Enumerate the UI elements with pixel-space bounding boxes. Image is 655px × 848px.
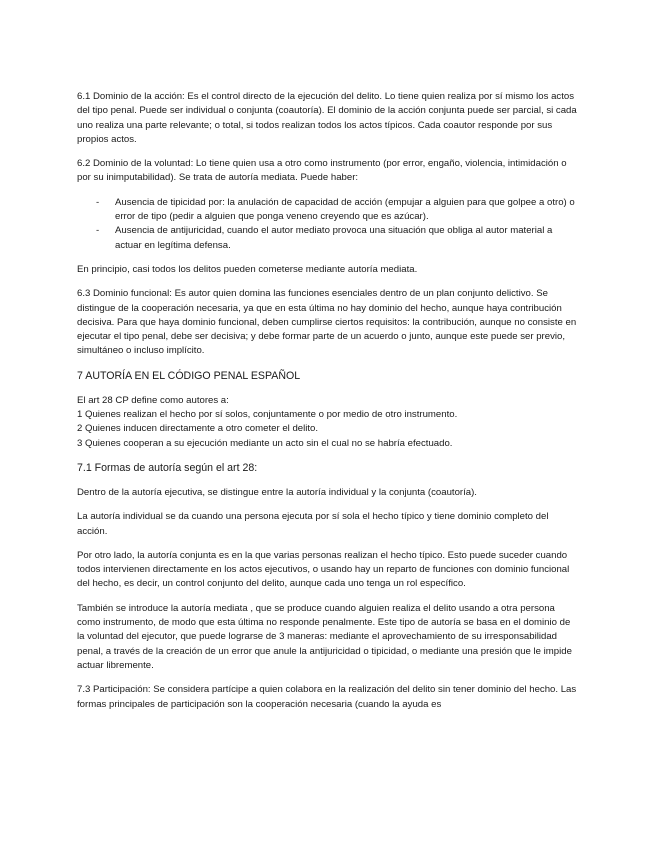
paragraph-individual: La autoría individual se da cuando una persona ejecuta por sí sola el hecho típico y tiene dominio completo del acción. bbox=[77, 511, 549, 537]
paragraph-6-3: 6.3 Dominio funcional: Es autor quien domina las funciones esenciales dentro de un plan conjunto delictivo. Se distingue de la cooperación necesaria, ya que en esta última no hay dominio del hecho, aunque haya contribución decisiva. Para que haya dominio funcional, deben cumplirse ciertos requisitos: la contribución, aunque no consiste en ejecutar el tipo penal, debe ser decisiva; y debe formar parte de un acuerdo o junto, aunque este puede ser previo, simultáneo o incluso implícito. bbox=[77, 288, 577, 357]
paragraph-7-3: 7.3 Participación: Se considera partícipe a quien colabora en la realización del delito sin tener dominio del hecho. Las formas principales de participación son la cooperación necesaria (cuando la ayuda es bbox=[77, 684, 577, 710]
document-page bbox=[77, 90, 577, 712]
paragraph-6-2: 6.2 Dominio de la voluntad: Lo tiene quien usa a otro como instrumento (por error, engaño, violencia, intimidación o por su inimputabilidad). Se trata de autoría mediata. Puede haber: bbox=[77, 158, 567, 184]
section-heading-7-1: 7.1 Formas de autoría según el art 28: bbox=[77, 461, 258, 474]
art28-intro: El art 28 CP define como autores a: bbox=[77, 394, 229, 406]
art28-item: 3 Quienes cooperan a su ejecución mediante un acto sin el cual no se habría efectuado. bbox=[77, 437, 453, 449]
bullet-marker: - bbox=[96, 196, 100, 208]
bullet-list bbox=[77, 196, 577, 253]
list-item bbox=[77, 196, 577, 225]
list-item bbox=[77, 224, 577, 253]
list-item-text: Ausencia de antijuricidad, cuando el autor mediato provoca una situación que obliga al autor material a actuar en legítima defensa. bbox=[115, 225, 553, 251]
art28-item: 2 Quienes inducen directamente a otro cometer el delito. bbox=[77, 423, 319, 435]
bullet-marker: - bbox=[96, 225, 100, 237]
art28-item: 1 Quienes realizan el hecho por sí solos, conjuntamente o por medio de otro instrumento. bbox=[77, 409, 458, 421]
paragraph-6-1: 6.1 Dominio de la acción: Es el control directo de la ejecución del delito. Lo tiene quien realiza por sí mismo los actos del tipo penal. Puede ser individual o conjunta (coautoría). El dominio de la acción conjunta puede ser parcial, si cada uno realiza una parte relevante; o total, si todos realizan todos los actos típicos. Cada coautor responde por sus propios actos. bbox=[77, 91, 577, 145]
list-item-text: Ausencia de tipicidad por: la anulación de capacidad de acción (empujar a alguien para que golpee a otro) o error de tipo (pedir a alguien que ponga veneno creyendo que es azúcar). bbox=[115, 196, 575, 223]
section-heading-7: 7 AUTORÍA EN EL CÓDIGO PENAL ESPAÑOL bbox=[77, 369, 301, 382]
paragraph-conjunta: Por otro lado, la autoría conjunta es en la que varias personas realizan el hecho típico. Esto puede suceder cuando todos intervienen directamente en los actos ejecutivos, o usando hay un reparto de funciones con dominio funcional del hecho, es decir, un control conjunto del delito, aunque cada uno tenga un rol específico. bbox=[77, 549, 570, 590]
paragraph-principio: En principio, casi todos los delitos pueden cometerse mediante autoría mediata. bbox=[77, 263, 418, 275]
paragraph-mediata: También se introduce la autoría mediata , que se produce cuando alguien realiza el delito usando a otra persona como instrumento, de modo que esta última no responde penalmente. Este tipo de autoría se basa en el dominio de la voluntad del ejecutor, que puede lograrse de 3 maneras: mediante el aprovechamiento de su irresponsabilidad penal, a través de la creación de un error que anule la antijuricidad o tipicidad, o mediante una presión que le impide actuar libremente. bbox=[77, 602, 572, 671]
paragraph-ejecutiva: Dentro de la autoría ejecutiva, se distingue entre la autoría individual y la conjunta (coautoría). bbox=[77, 486, 477, 498]
